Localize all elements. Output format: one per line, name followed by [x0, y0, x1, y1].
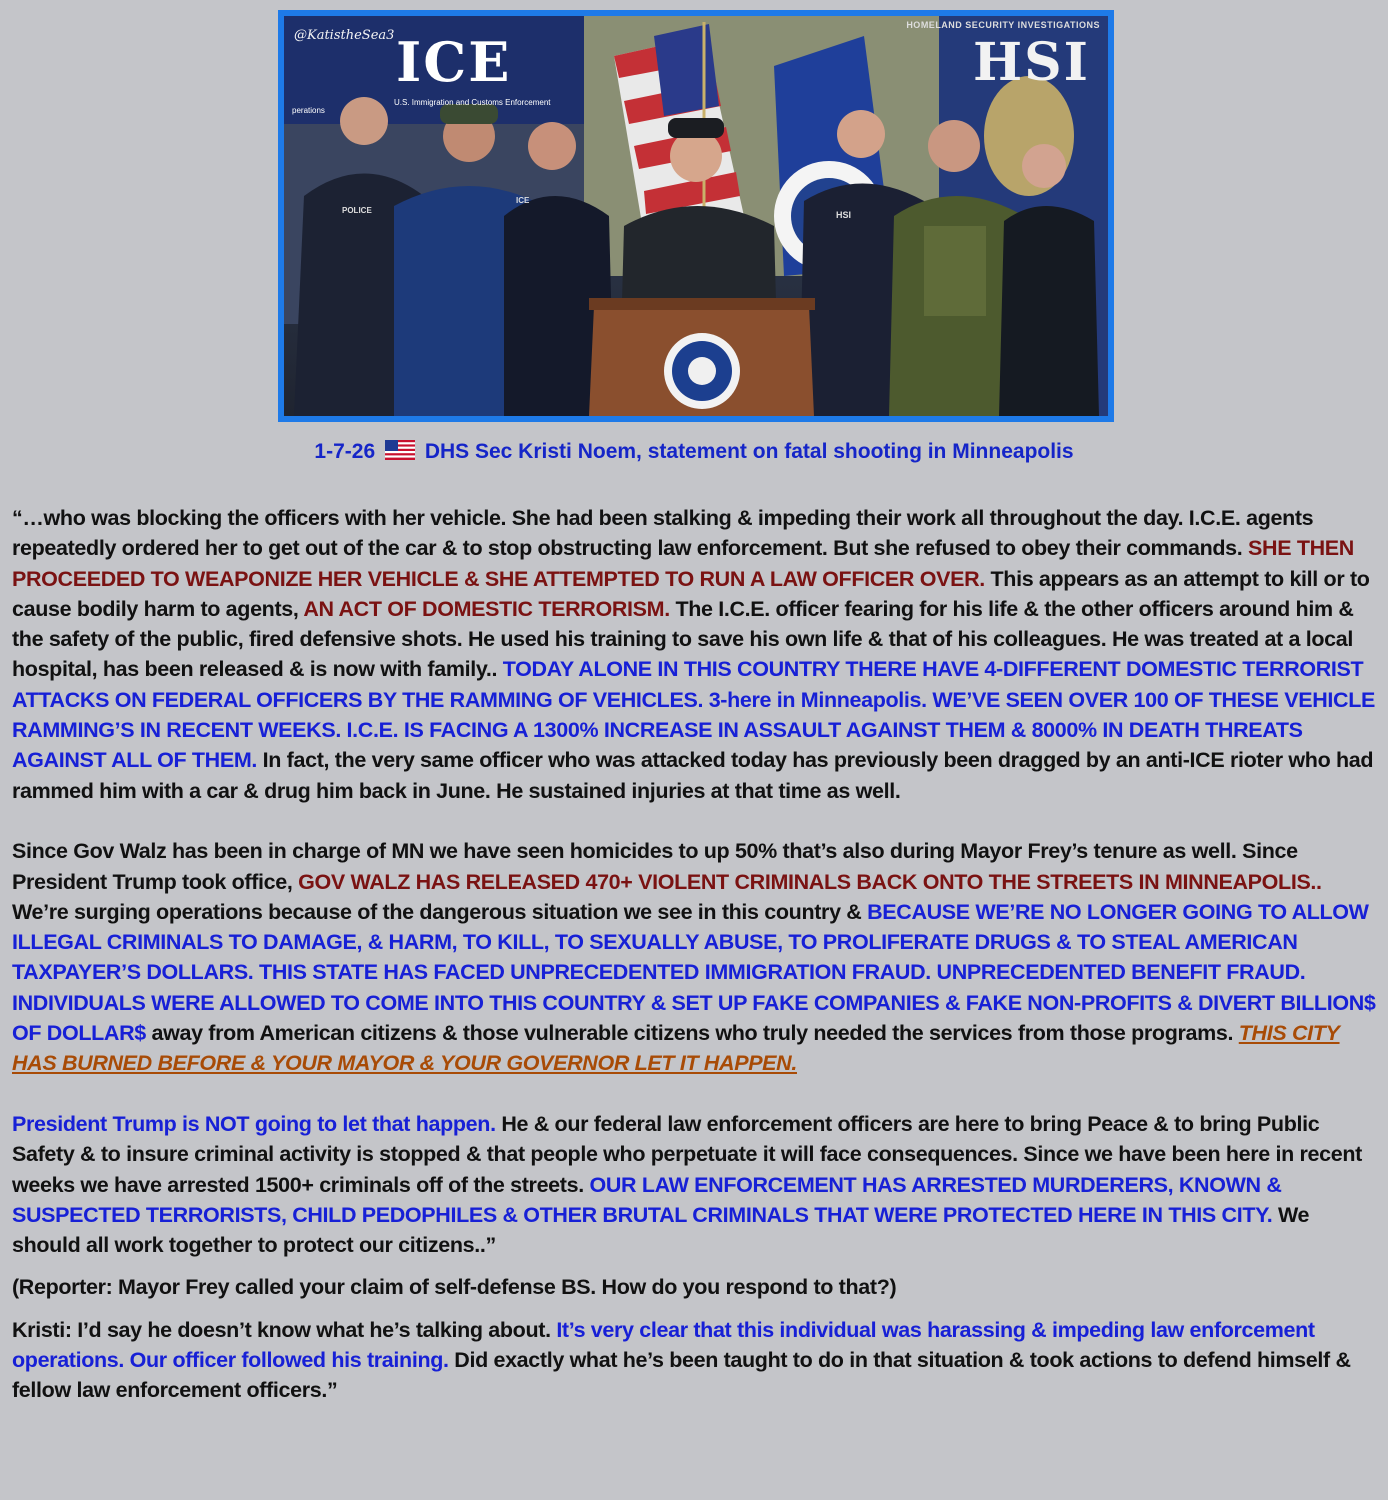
- text-segment: (Reporter: Mayor Frey called your claim of self-defense BS. How do you respond to that?): [12, 1275, 897, 1300]
- emphasis-orange-segment: THIS CITY HAS BURNED BEFORE & YOUR MAYOR & YOUR GOVERNOR LET IT HAPPEN.: [12, 1021, 1340, 1076]
- kristi-response: [12, 1315, 1380, 1406]
- hsi-banner-subtitle: HOMELAND SECURITY INVESTIGATIONS: [906, 20, 1100, 30]
- emphasis-blue-segment: BECAUSE WE’RE NO LONGER GOING TO ALLOW ILLEGAL CRIMINALS TO DAMAGE, & HARM, TO KILL, TO SEXUALLY ABUSE, TO PROLIFERATE DRUGS & TO STEAL AMERICAN TAXPAYER’S DOLLARS. THIS STATE HAS FACED UNPRECEDENTED IMMIGRATION FRAUD. UNPRECEDENTED BENEFIT FRAUD. INDIVIDUALS WERE ALLOWED TO COME INTO THIS COUNTRY & SET UP FAKE COMPANIES & FAKE NON-PROFITS & DIVERT BILLION$ OF DOLLAR$: [12, 899, 1376, 1046]
- jacket-badge-ice: ICE: [516, 196, 530, 205]
- press-conference-photo: [278, 10, 1114, 422]
- ice-banner-title: ICE: [396, 30, 512, 94]
- caption-date: 1-7-26: [314, 440, 376, 463]
- text-segment: We’re surging operations because of the dangerous situation we see in this country &: [12, 899, 868, 924]
- statement-paragraph-2: [12, 836, 1380, 1078]
- emphasis-blue-segment: It’s very clear that this individual was harassing & impeding law enforcement operations. Our officer followed his training.: [12, 1317, 1315, 1373]
- text-segment: In fact, the very same officer who was attacked today has previously been dragged by an anti-ICE rioter who had rammed him with a car & drug him back in June. He sustained injuries at that time as well.: [12, 748, 1374, 803]
- statement-transcript: [12, 503, 1380, 1436]
- us-flag-icon: [385, 440, 415, 460]
- text-segment: The I.C.E. officer fearing for his life & the other officers around him & the safety of the public, fired defensive shots. He used his training to save his own life & that of his colleagues. He was treated at a local hospital, has been released & is now with family..: [12, 596, 1354, 682]
- statement-paragraph-1: [12, 503, 1380, 806]
- text-segment: away from American citizens & those vulnerable citizens who truly needed the services from those programs.: [145, 1021, 1239, 1046]
- text-segment: Did exactly what he’s been taught to do in that situation & took actions to defend himself & fellow law enforcement officers.”: [12, 1348, 1351, 1403]
- emphasis-red-segment: AN ACT OF DOMESTIC TERRORISM.: [303, 596, 670, 621]
- caption-text: DHS Sec Kristi Noem, statement on fatal shooting in Minneapolis: [424, 440, 1074, 463]
- podium-graphic: [589, 298, 815, 416]
- text-segment: This appears as an attempt to kill or to cause bodily harm to agents,: [12, 566, 1370, 621]
- emphasis-blue-segment: OUR LAW ENFORCEMENT HAS ARRESTED MURDERERS, KNOWN & SUSPECTED TERRORISTS, CHILD PEDOPHILES & OTHER BRUTAL CRIMINALS THAT WERE PROTECTED HERE IN THIS CITY.: [12, 1172, 1282, 1227]
- hsi-banner-title: HSI: [972, 32, 1090, 93]
- text-segment: We should all work together to protect our citizens..”: [12, 1202, 1310, 1258]
- text-segment: Kristi: I’d say he doesn’t know what he’s talking about.: [12, 1317, 557, 1342]
- text-segment: Since Gov Walz has been in charge of MN we have seen homicides to up 50% that’s also during Mayor Frey’s tenure as well. Since President Trump took office,: [12, 839, 1298, 894]
- text-segment: “…who was blocking the officers with her vehicle. She had been stalking & impeding their work all throughout the day. I.C.E. agents repeatedly ordered her to get out of the car & to stop obstructing law enforcement. But she refused to obey their commands.: [12, 506, 1314, 561]
- jacket-badge-hsi: HSI: [836, 210, 852, 220]
- jacket-badge-police: POLICE: [342, 206, 372, 215]
- emphasis-blue-segment: President Trump is NOT going to let that happen.: [12, 1111, 496, 1136]
- emphasis-red-segment: SHE THEN PROCEEDED TO WEAPONIZE HER VEHICLE & SHE ATTEMPTED TO RUN A LAW OFFICER OVER.: [12, 536, 1354, 591]
- emphasis-blue-segment: TODAY ALONE IN THIS COUNTRY THERE HAVE 4-DIFFERENT DOMESTIC TERRORIST ATTACKS ON FEDERAL OFFICERS BY THE RAMMING OF VEHICLES. 3-here in Minneapolis. WE’VE SEEN OVER 100 OF THESE VEHICLE RAMMING’S IN RECENT WEEKS. I.C.E. IS FACING A 1300% INCREASE IN ASSAULT AGAINST THEM & 8000% IN DEATH THREATS AGAINST ALL OF THEM.: [12, 657, 1376, 773]
- reporter-question: [12, 1272, 1380, 1302]
- photo-caption: [0, 440, 1388, 464]
- ice-banner-subtitle: U.S. Immigration and Customs Enforcement: [394, 98, 551, 107]
- statement-paragraph-3: [12, 1109, 1380, 1260]
- watermark: @KatistheSea3: [294, 28, 395, 43]
- ice-banner-edge-text: perations: [292, 106, 325, 115]
- text-segment: He & our federal law enforcement officers are here to bring Peace & to bring Public Safety & to insure criminal activity is stopped & that people who perpetuate it will face consequences. Since we have been here in recent weeks we have arrested 1500+ criminals off of the streets.: [12, 1111, 1362, 1197]
- emphasis-red-segment: GOV WALZ HAS RELEASED 470+ VIOLENT CRIMINALS BACK ONTO THE STREETS IN MINNEAPOLIS..: [298, 869, 1322, 894]
